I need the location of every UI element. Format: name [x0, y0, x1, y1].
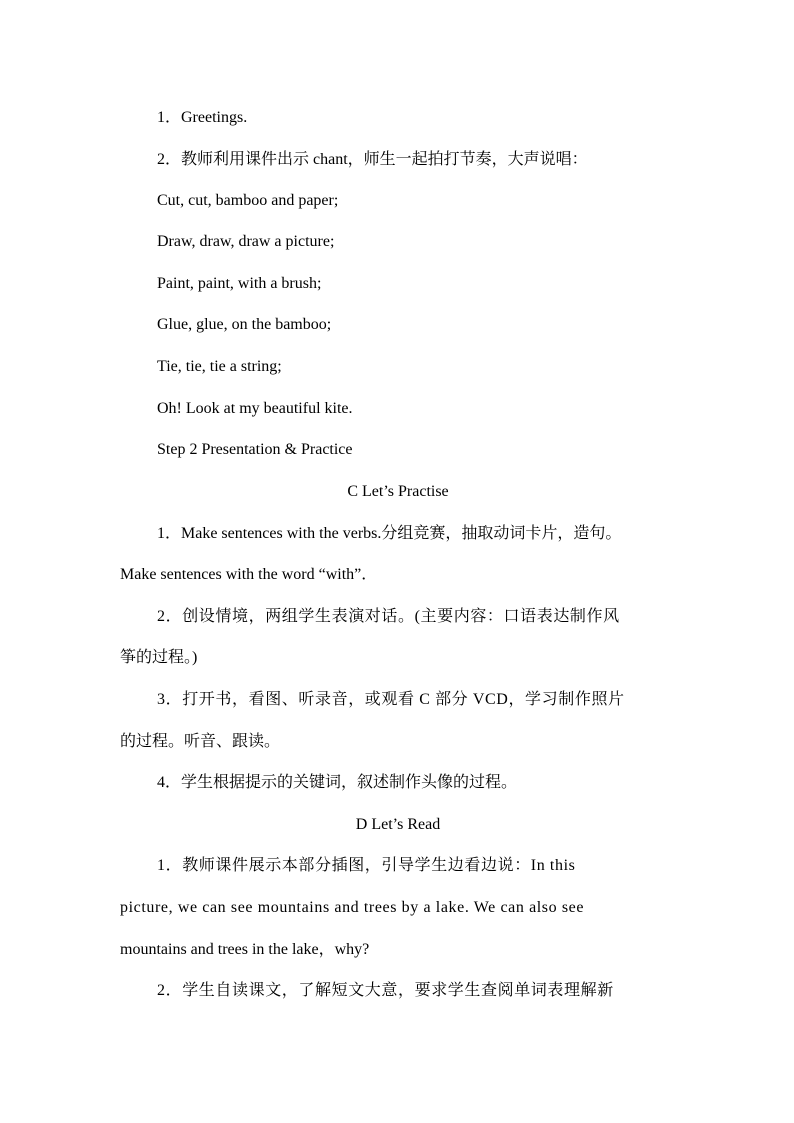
- chant-line-3: Paint, paint, with a brush;: [157, 275, 322, 292]
- practise-item-2: 2．创设情境，两组学生表演对话。(主要内容：口语表达制作风: [157, 608, 620, 625]
- chant-line-1: Cut, cut, bamboo and paper;: [157, 192, 339, 209]
- practise-item-3-continued: 的过程。听音、跟读。: [120, 733, 281, 750]
- section-heading-step-2: Step 2 Presentation & Practice: [157, 441, 353, 458]
- read-item-1: 1．教师课件展示本部分插图，引导学生边看边说：In this: [157, 857, 576, 874]
- practise-item-3: 3．打开书，看图、听录音，或观看 C 部分 VCD，学习制作照片: [157, 691, 625, 708]
- section-heading-d: D Let’s Read: [355, 816, 441, 833]
- greetings-step: 1．Greetings.: [157, 109, 248, 126]
- chant-line-4: Glue, glue, on the bamboo;: [157, 316, 332, 333]
- read-item-1-line-2: picture, we can see mountains and trees by a lake. We can also see: [120, 899, 585, 916]
- chant-line-2: Draw, draw, draw a picture;: [157, 233, 335, 250]
- practise-item-1-continued: Make sentences with the word “with”．: [120, 566, 378, 583]
- chant-line-6: Oh! Look at my beautiful kite.: [157, 400, 353, 417]
- practise-item-1: 1．Make sentences with the verbs.分组竞赛，抽取动词卡片，造句。: [157, 525, 622, 542]
- practise-item-2-continued: 筝的过程。): [120, 649, 198, 666]
- chant-step: 2．教师利用课件出示 chant，师生一起拍打节奏，大声说唱：: [157, 151, 588, 168]
- section-heading-c: C Let’s Practise: [347, 483, 449, 500]
- practise-item-4: 4．学生根据提示的关键词，叙述制作头像的过程。: [157, 774, 518, 791]
- read-item-2: 2．学生自读课文，了解短文大意，要求学生查阅单词表理解新: [157, 982, 614, 999]
- read-item-1-line-3: mountains and trees in the lake，why?: [120, 941, 370, 958]
- chant-line-5: Tie, tie, tie a string;: [157, 358, 282, 375]
